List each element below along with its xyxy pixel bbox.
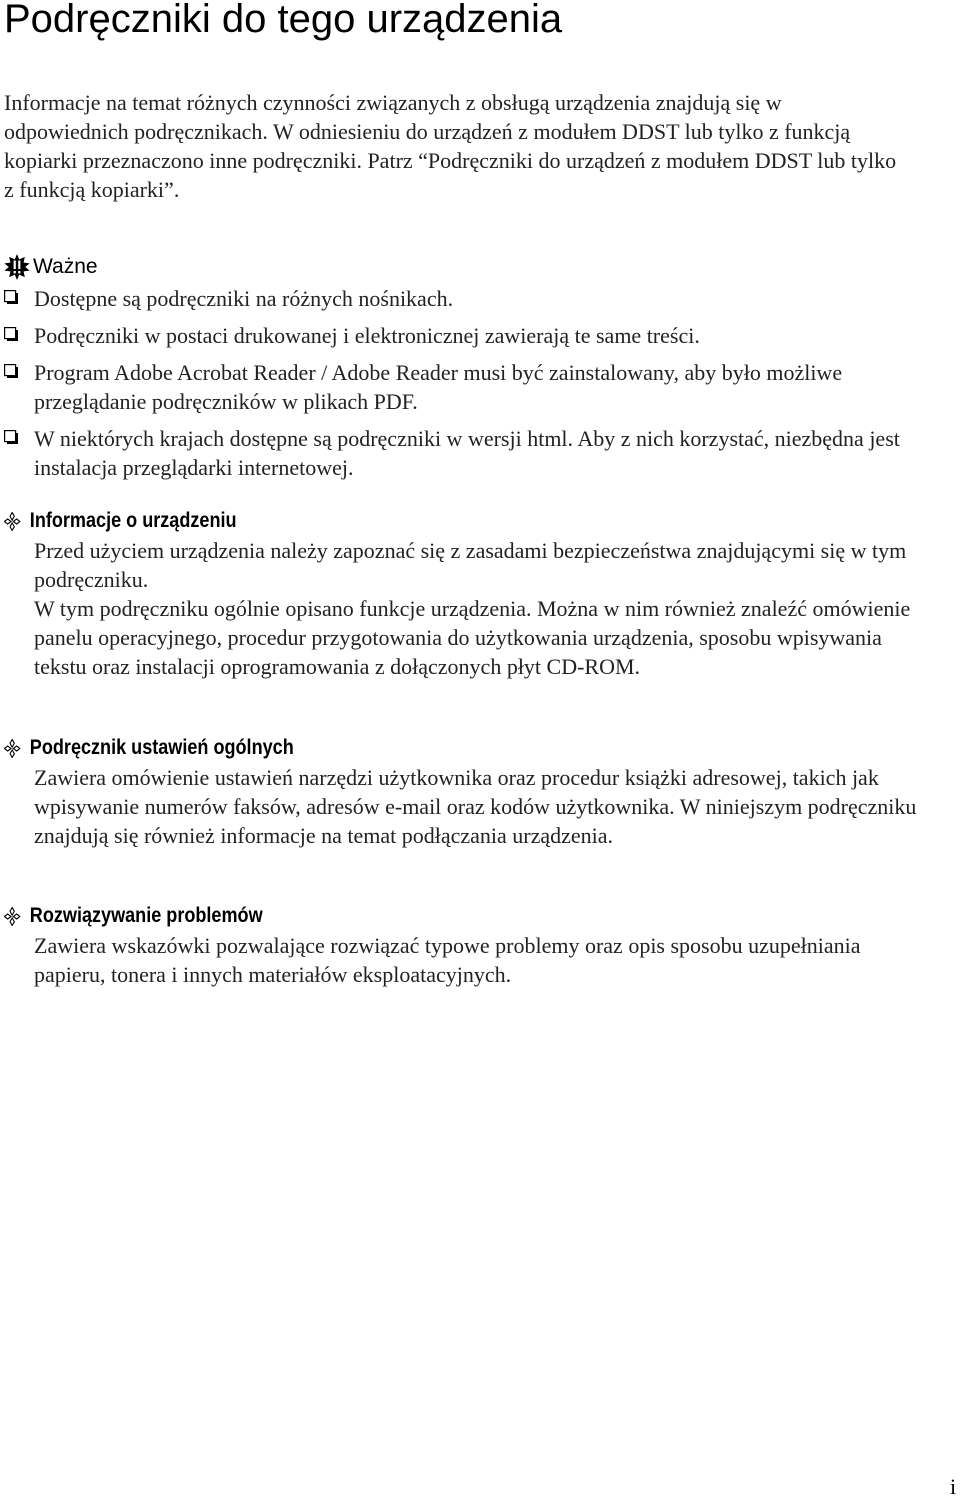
four-diamond-icon xyxy=(4,739,20,758)
list-item-text: Program Adobe Acrobat Reader / Adobe Reader musi być zainstalowany, aby było możliwe przeglądanie podręczników w plikach PDF. xyxy=(34,360,843,414)
section-heading xyxy=(4,506,804,536)
section-paragraph: Zawiera wskazówki pozwalające rozwiązać typowe problemy oraz opis sposobu uzupełniania papieru, tonera i innych materiałów eksploatacyjnych. xyxy=(34,933,861,987)
list-item xyxy=(4,424,944,482)
list-item xyxy=(4,358,944,416)
page-title: Podręczniki do tego urządzenia xyxy=(4,0,563,41)
list-item-text: Dostępne są podręczniki na różnych nośnikach. xyxy=(34,286,454,311)
page-number: i xyxy=(950,1474,957,1499)
checkbox-icon xyxy=(4,364,19,379)
checkbox-icon xyxy=(4,290,19,305)
four-diamond-icon xyxy=(4,907,20,926)
important-list xyxy=(4,284,944,482)
list-item xyxy=(4,321,944,350)
important-note-block xyxy=(4,252,944,490)
important-heading xyxy=(4,252,944,282)
checkbox-icon xyxy=(4,430,19,445)
section-heading-text: Podręcznik ustawień ogólnych xyxy=(29,736,294,759)
section-podrecznik-ustawien-ogolnych xyxy=(4,733,934,850)
section-heading-text: Informacje o urządzeniu xyxy=(29,509,237,532)
checkbox-icon xyxy=(4,327,19,342)
section-heading-text: Rozwiązywanie problemów xyxy=(29,904,263,927)
section-informacje-o-urzadzeniu xyxy=(4,506,934,681)
list-item xyxy=(4,284,944,313)
list-item-text: W niektórych krajach dostępne są podręczniki w wersji html. Aby z nich korzystać, niezbędna jest instalacja przeglądarki internetowej. xyxy=(34,426,900,480)
section-heading xyxy=(4,901,804,931)
section-rozwiazywanie-problemow xyxy=(4,901,934,989)
intro-paragraph: Informacje na temat różnych czynności związanych z obsługą urządzenia znajdują się w odpowiednich podręcznikach. W odniesieniu do urządzeń z modułem DDST lub tylko z funkcją kopiarki przeznaczono inne podręczniki. Patrz “Podręczniki do urządzeń z modułem DDST lub tylko z funkcją kopiarki”. xyxy=(4,90,897,202)
section-heading xyxy=(4,733,804,763)
section-paragraph: Przed użyciem urządzenia należy zapoznać się z zasadami bezpieczeństwa znajdującymi się w tym podręczniku. xyxy=(34,538,907,592)
list-item-text: Podręczniki w postaci drukowanej i elektronicznej zawierają te same treści. xyxy=(34,323,700,348)
important-label: Ważne xyxy=(33,255,98,278)
important-starburst-icon xyxy=(4,254,30,280)
section-paragraph: Zawiera omówienie ustawień narzędzi użytkownika oraz procedur książki adresowej, takich jak wpisywanie numerów faksów, adresów e-mail oraz kodów użytkownika. W niniejszym podręczniku znajdują się również informacje na temat podłączania urządzenia. xyxy=(34,765,917,848)
section-paragraph: W tym podręczniku ogólnie opisano funkcje urządzenia. Można w nim również znaleźć omówienie panelu operacyjnego, procedur przygotowania do użytkowania urządzenia, sposobu wpisywania tekstu oraz instalacji oprogramowania z dołączonych płyt CD-ROM. xyxy=(34,596,911,679)
four-diamond-icon xyxy=(4,512,20,531)
